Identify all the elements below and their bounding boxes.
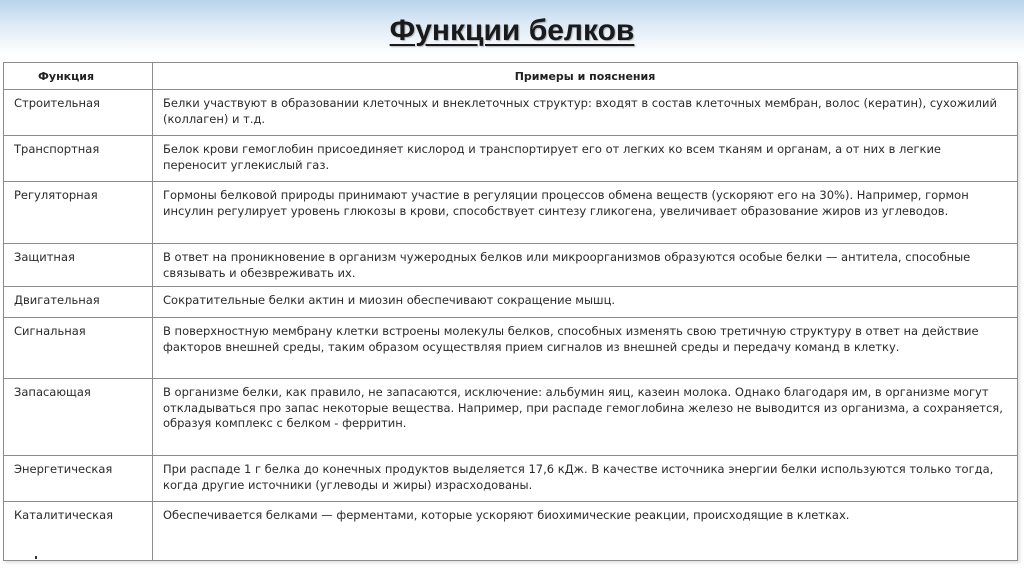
- table-row: [4, 182, 1017, 244]
- examples-cell: Белок крови гемоглобин присоединяет кислород и транспортирует его от легких ко всем тканям и органам, а от них в легкие переносит углекислый газ.: [153, 136, 1017, 182]
- table-header-row: [4, 63, 1017, 90]
- function-cell: Двигательная: [4, 287, 153, 318]
- table-row: [4, 318, 1017, 379]
- header-examples: Примеры и пояснения: [153, 63, 1017, 90]
- table-row: [4, 90, 1017, 136]
- protein-functions-table: [3, 62, 1018, 561]
- examples-cell: Белки участвуют в образовании клеточных и внеклеточных структур: входят в состав клеточных мембран, волос (кератин), сухожилий (коллаген) и т.д.: [153, 90, 1017, 136]
- examples-cell: Обеспечивается белками — ферментами, которые ускоряют биохимические реакции, происходящие в клетках.: [163, 508, 850, 522]
- function-cell: Каталитическая: [4, 502, 153, 560]
- table-row: [4, 287, 1017, 318]
- function-cell: Сигнальная: [4, 318, 153, 379]
- examples-cell: При распаде 1 г белка до конечных продуктов выделяется 17,6 кДж. В качестве источника энергии белки используются только тогда, когда другие источники (углеводы и жиры) израсходованы.: [153, 456, 1017, 502]
- page-title: Функции белков: [389, 14, 635, 47]
- header-function: Функция: [4, 63, 153, 90]
- table-row: [4, 136, 1017, 182]
- table: [4, 63, 1017, 560]
- examples-cell: Гормоны белковой природы принимают участие в регуляции процессов обмена веществ (ускоряют его на 30%). Например, гормон инсулин регулирует уровень глюкозы в крови, способствует синтезу гликогена, увеличивает образование жиров из углеводов.: [153, 182, 1017, 244]
- examples-cell: Сократительные белки актин и миозин обеспечивают сокращение мышц.: [153, 287, 1017, 318]
- function-cell: Транспортная: [4, 136, 153, 182]
- function-cell: Защитная: [4, 244, 153, 287]
- table-row: [4, 379, 1017, 456]
- table-row: [4, 244, 1017, 287]
- table-row: [4, 456, 1017, 502]
- examples-cell: В организме белки, как правило, не запасаются, исключение: альбумин яиц, казеин молока. Однако благодаря им, в организме могут откладываться про запас некоторые вещества. Например, при распаде гемоглобина железо не выводится из организма, а сохраняется, образуя комплекс с белком - ферритин.: [153, 379, 1017, 456]
- function-cell: Энергетическая: [4, 456, 153, 502]
- examples-cell: В поверхностную мембрану клетки встроены молекулы белков, способных изменять свою третичную структуру в ответ на действие факторов внешней среды, таким образом осуществляя прием сигналов из внешней среды и передачу команд в клетку.: [153, 318, 1017, 379]
- function-cell: Строительная: [4, 90, 153, 136]
- function-cell: Регуляторная: [4, 182, 153, 244]
- table-row: [4, 502, 1017, 560]
- function-cell: Запасающая: [4, 379, 153, 456]
- bullet-mark: [35, 556, 37, 559]
- examples-cell: В ответ на проникновение в организм чужеродных белков или микроорганизмов образуются особые белки — антитела, способные связывать и обезвреживать их.: [153, 244, 1017, 287]
